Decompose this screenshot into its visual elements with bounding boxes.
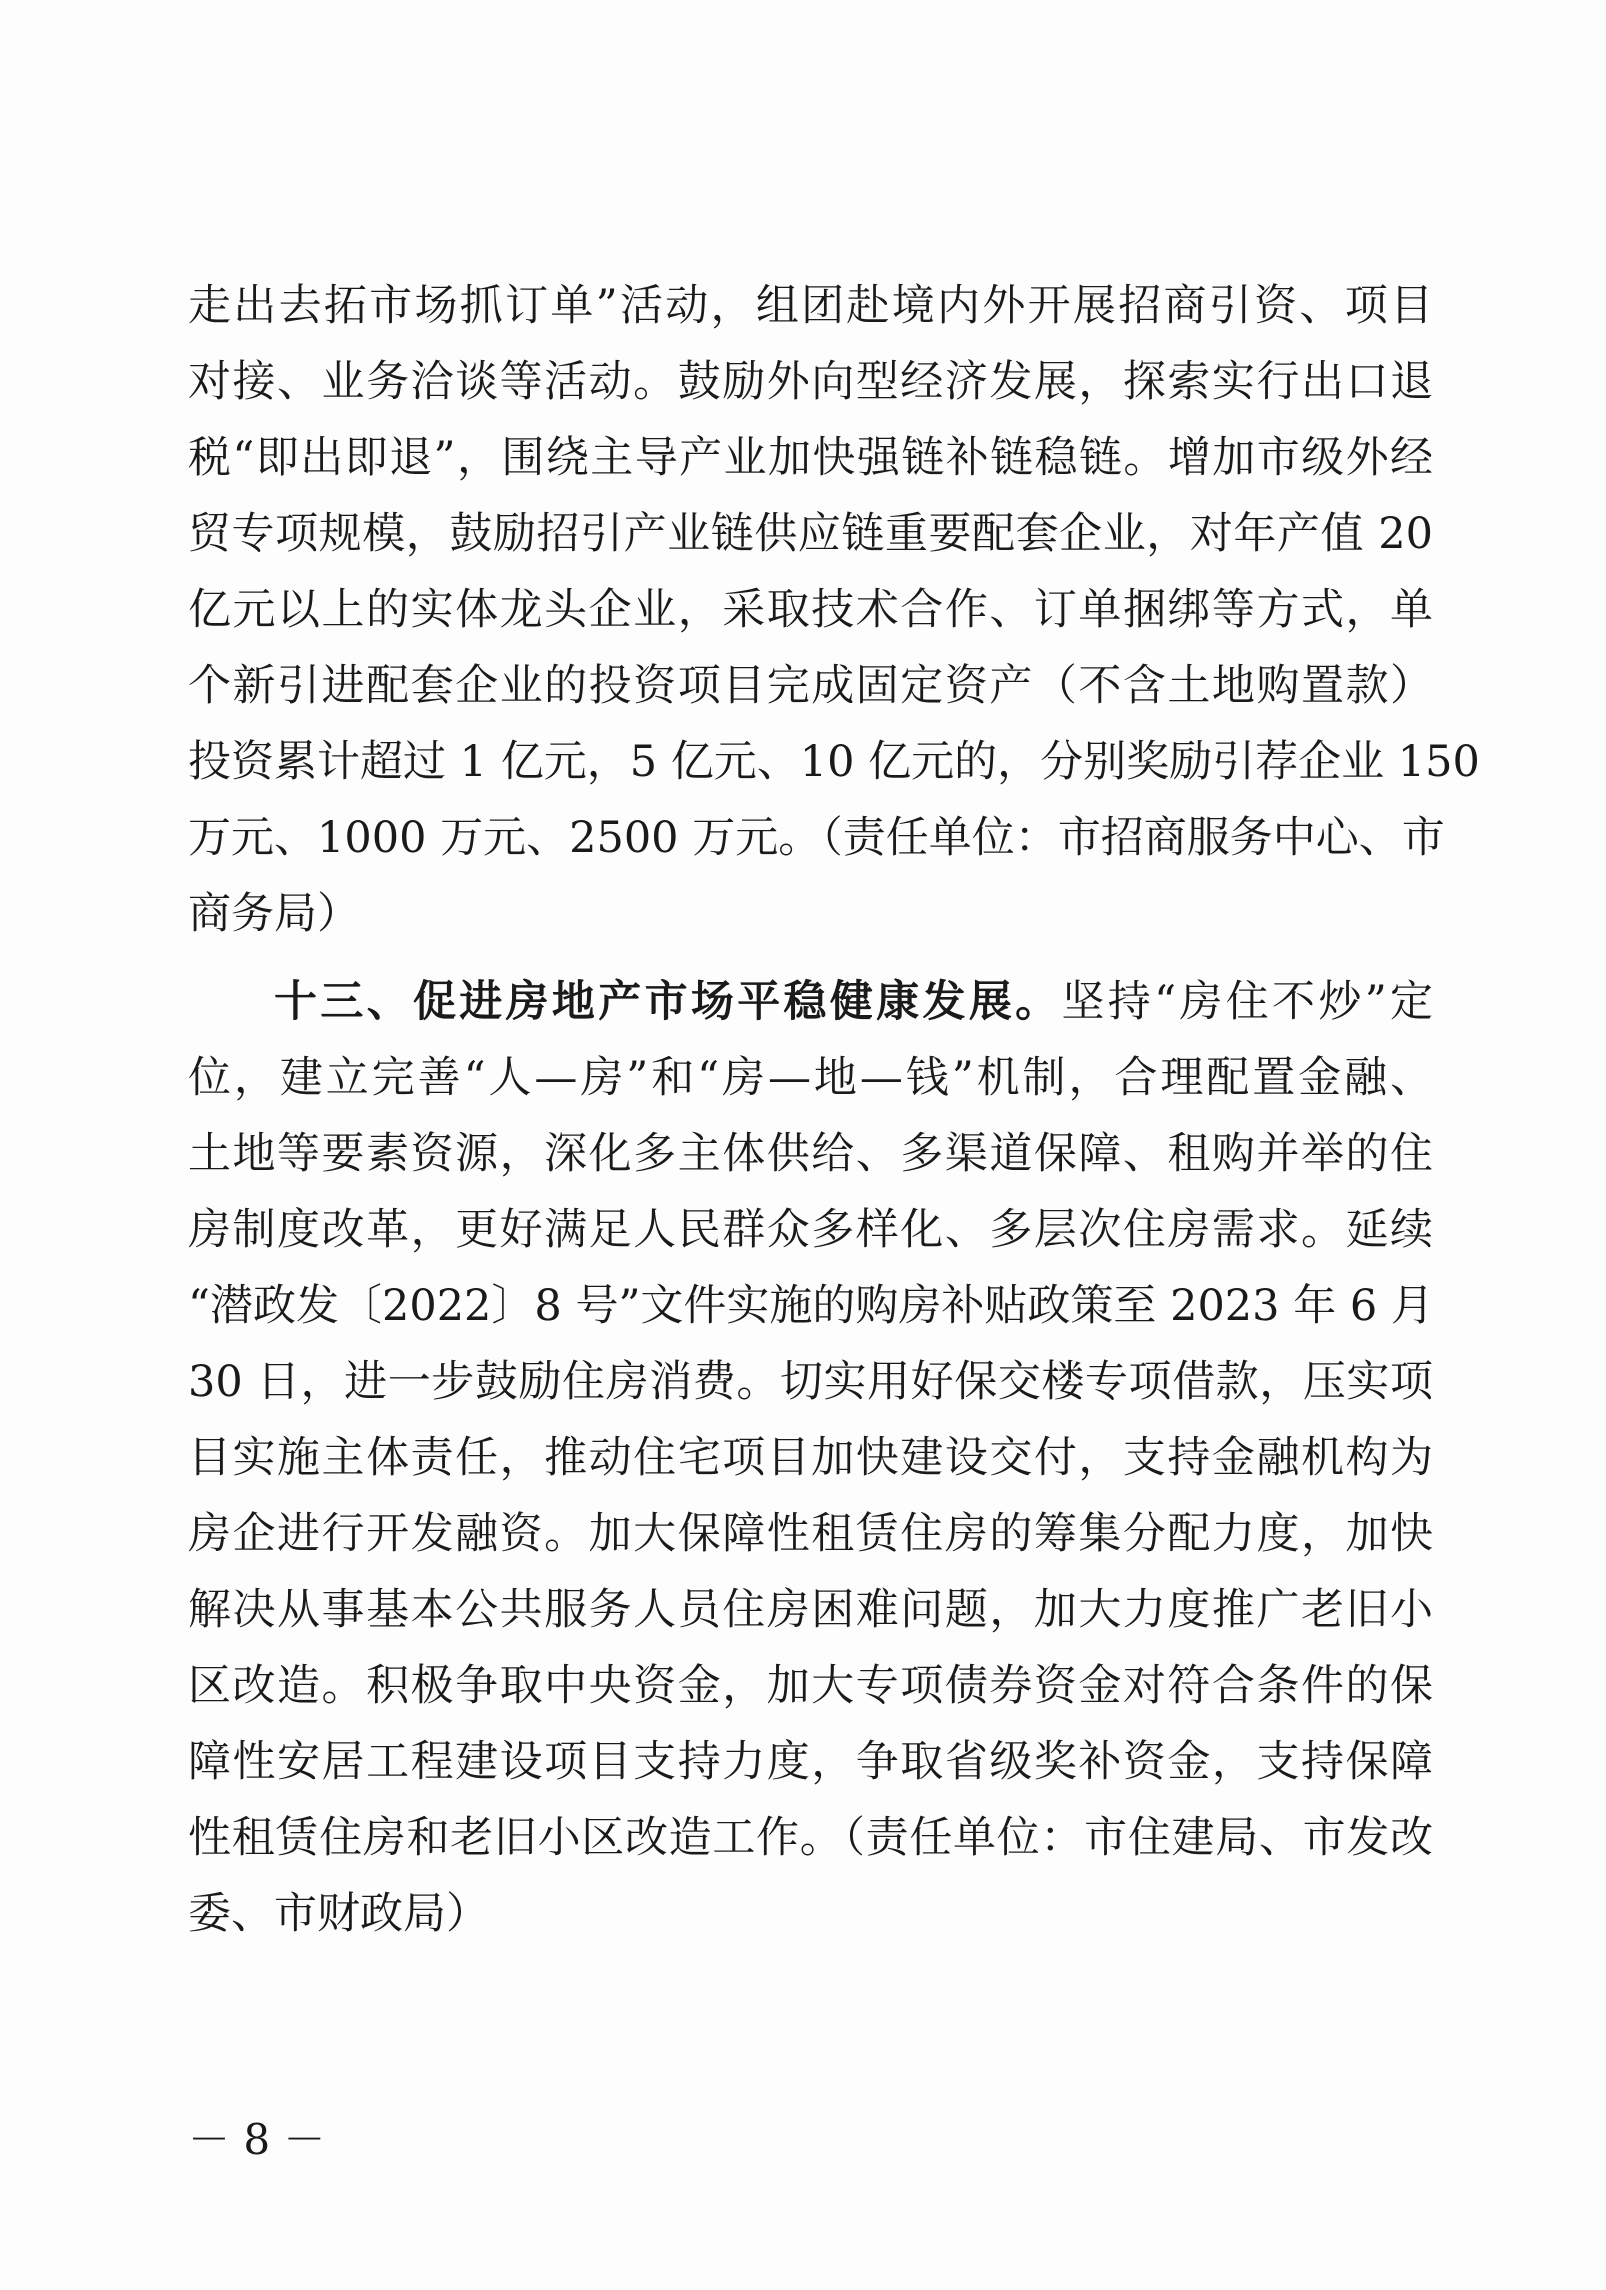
body-text-line: 障性安居工程建设项目支持力度，争取省级奖补资金，支持保障 [188,1737,1433,1787]
body-text-line: 投资累计超过 1 亿元，5 亿元、10 亿元的，分别奖励引荐企业 150 [188,737,1480,787]
body-text-line: 性租赁住房和老旧小区改造工作。（责任单位：市住建局、市发改 [188,1813,1433,1863]
body-text-line: 对接、业务洽谈等活动。鼓励外向型经济发展，探索实行出口退 [188,357,1433,407]
section-heading: 十三、促进房地产市场平稳健康发展。 [274,977,1062,1027]
body-text-line: “潜政发〔2022〕8 号”文件实施的购房补贴政策至 2023 年 6 月 [188,1281,1434,1331]
body-text-line: 走出去拓市场抓订单”活动，组团赴境内外开展招商引资、项目 [188,281,1433,331]
body-text-line: 贸专项规模，鼓励招引产业链供应链重要配套企业，对年产值 20 [188,509,1433,559]
body-text-line: 亿元以上的实体龙头企业，采取技术合作、订单捆绑等方式，单 [188,585,1433,635]
body-text-line: 解决从事基本公共服务人员住房困难问题，加大力度推广老旧小 [188,1585,1433,1635]
body-text-line: 30 日，进一步鼓励住房消费。切实用好保交楼专项借款，压实项 [188,1357,1433,1407]
body-text-line: 个新引进配套企业的投资项目完成固定资产（不含土地购置款） [188,661,1433,711]
body-text-line: 土地等要素资源，深化多主体供给、多渠道保障、租购并举的住 [188,1129,1433,1179]
body-text-line: 税“即出即退”，围绕主导产业加快强链补链稳链。增加市级外经 [188,433,1433,483]
body-text-line: 商务局） [188,889,360,939]
section-heading-continuation: 坚持“房住不炒”定 [1061,977,1434,1027]
body-text-line: 区改造。积极争取中央资金，加大专项债券资金对符合条件的保 [188,1661,1433,1711]
body-text-line: 房制度改革，更好满足人民群众多样化、多层次住房需求。延续 [188,1205,1433,1255]
section-heading-line [274,964,1433,1040]
body-text-line: 房企进行开发融资。加大保障性租赁住房的筹集分配力度，加快 [188,1509,1433,1559]
body-text-line: 位，建立完善“人—房”和“房—地—钱”机制，合理配置金融、 [188,1053,1433,1103]
body-text-line: 目实施主体责任，推动住宅项目加快建设交付，支持金融机构为 [188,1433,1433,1483]
body-text-line: 万元、1000 万元、2500 万元。（责任单位：市招商服务中心、市 [188,813,1445,863]
page-number: － 8 － [188,2115,326,2164]
body-text-line: 委、市财政局） [188,1889,489,1939]
